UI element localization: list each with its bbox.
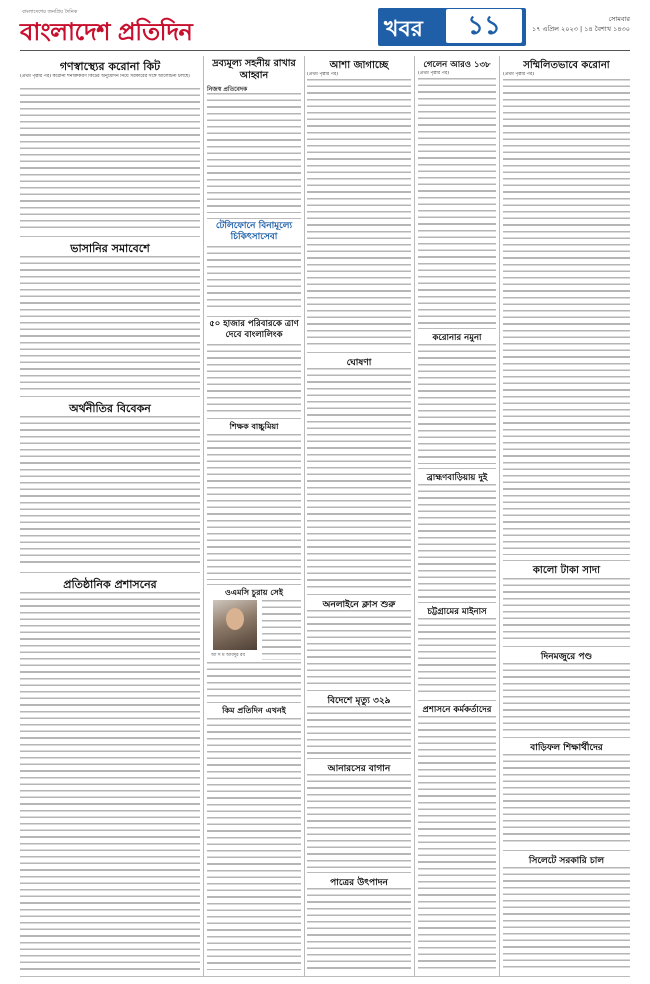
article-body xyxy=(503,663,630,733)
page-number: ১১ xyxy=(446,9,522,43)
article-body xyxy=(207,662,301,698)
section-rule xyxy=(207,702,301,703)
article-headline[interactable]: ৫০ হাজার পরিবারকে ত্রাণ দেবে বাংলালিংক xyxy=(209,319,299,340)
article-body xyxy=(307,368,411,590)
article-headline[interactable]: ভাসানির সমাবেশে xyxy=(70,242,150,255)
issue-date: ১৭ এপ্রিল ২০২৩ | ১৪ বৈশাখ ১৪৩০ xyxy=(531,25,630,33)
photo-caption: আ স ম আবদুর রব xyxy=(211,653,246,658)
article-headline[interactable]: করোনার নমুনা xyxy=(432,333,482,343)
section-rule xyxy=(207,316,301,317)
column-rule xyxy=(414,56,415,976)
section-rule xyxy=(20,236,200,237)
article-byline: নিজস্ব প্রতিবেদক xyxy=(207,86,248,93)
article-headline[interactable]: গণস্বাস্থ্যের করোনা কিট xyxy=(59,60,161,73)
article-body xyxy=(20,416,200,566)
section-rule xyxy=(418,700,496,701)
section-rule xyxy=(503,850,630,851)
section-rule xyxy=(20,396,200,397)
article-body xyxy=(207,718,301,970)
article-intro: (প্রথম পৃষ্ঠার পর) xyxy=(307,72,339,77)
masthead-rule xyxy=(20,50,630,51)
section-rule xyxy=(207,218,301,219)
article-intro: (প্রথম পৃষ্ঠার পর) করোনা শনাক্তকরণ কিটের অনুমোদন নিয়ে সরকারের সঙ্গে আলোচনা চলছে। xyxy=(20,74,191,79)
article-headline[interactable]: কালো টাকা সাদা xyxy=(532,565,601,576)
article-intro: (প্রথম পৃষ্ঠার পর) xyxy=(503,72,535,77)
article-headline[interactable]: সিলেটে সরকারি চাল xyxy=(528,856,605,866)
footer-rule xyxy=(20,976,630,977)
article-body xyxy=(307,774,411,868)
masthead xyxy=(0,0,650,52)
section-rule xyxy=(418,468,496,469)
person-photo xyxy=(213,600,257,650)
article-headline[interactable]: বিদেশে মৃত্যু ৩২৯ xyxy=(327,696,391,706)
article-body xyxy=(418,344,496,464)
article-headline[interactable]: কিম প্রতিদিন এখনই xyxy=(222,705,286,715)
article-body xyxy=(418,484,496,598)
article-headline[interactable]: প্রতিষ্ঠানিক প্রশাসনের xyxy=(63,578,157,591)
article-headline[interactable]: শিক্ষক বাচ্চুমিয়া xyxy=(229,421,279,431)
section-rule xyxy=(307,352,411,353)
section-rule xyxy=(418,328,496,329)
section-rule xyxy=(503,737,630,738)
section-rule xyxy=(207,418,301,419)
article-body xyxy=(418,618,496,696)
article-headline[interactable]: ঘোষণা xyxy=(346,358,372,368)
article-headline[interactable]: চট্টগ্রামের মাইনাস xyxy=(427,607,487,617)
article-body xyxy=(503,867,630,970)
article-body xyxy=(20,592,200,970)
column-rule xyxy=(304,56,305,976)
column-rule xyxy=(499,56,500,976)
article-body xyxy=(307,610,411,686)
article-body xyxy=(207,246,301,312)
article-body xyxy=(418,78,496,324)
section-rule xyxy=(307,594,411,595)
article-body xyxy=(20,88,200,232)
article-headline[interactable]: বাড়িফল শিক্ষার্থীদের xyxy=(530,743,603,753)
article-headline[interactable]: অর্থনীতির বিবেকন xyxy=(69,402,151,415)
section-rule xyxy=(20,572,200,573)
face-shape xyxy=(226,608,244,630)
article-body xyxy=(262,600,301,660)
article-headline[interactable]: গেলেন আরও ১৩৮ xyxy=(423,60,491,70)
article-headline[interactable]: ওএমসি চুরায় সেই xyxy=(224,587,283,597)
article-body xyxy=(207,434,301,580)
article-headline[interactable]: পাত্রের উৎপাদন xyxy=(330,878,388,888)
section-rule xyxy=(418,602,496,603)
article-headline[interactable]: দ্রব্যমূল্য সহনীয় রাখার আহ্বান xyxy=(212,58,296,81)
article-body xyxy=(503,754,630,846)
issue-day: সোমবার xyxy=(608,15,630,23)
section-rule xyxy=(207,584,301,585)
article-headline[interactable]: অনলাইনে ক্লাস শুরু xyxy=(322,600,396,610)
section-rule xyxy=(307,758,411,759)
article-intro: (প্রথম পৃষ্ঠার পর) xyxy=(418,71,450,76)
section-rule xyxy=(307,690,411,691)
article-headline[interactable]: দিনমজুরে পণ্ড xyxy=(540,652,593,662)
article-body xyxy=(207,344,301,414)
article-headline[interactable]: আশা জাগাচ্ছে xyxy=(329,60,389,71)
article-body xyxy=(503,578,630,642)
article-body xyxy=(307,706,411,754)
section-rule xyxy=(503,560,630,561)
article-headline[interactable]: প্রশাসনে কর্মকর্তাদের xyxy=(422,705,492,715)
article-body xyxy=(307,888,411,970)
article-body xyxy=(207,93,301,213)
article-body xyxy=(503,79,630,555)
article-headline[interactable]: আনারসের বাগান xyxy=(327,764,391,774)
logo-tagline: বাংলাদেশের জনপ্রিয় দৈনিক xyxy=(22,9,78,15)
column-rule xyxy=(203,56,204,976)
section-rule xyxy=(503,646,630,647)
section-name: খবর xyxy=(384,16,423,42)
article-body xyxy=(20,256,200,390)
article-headline[interactable]: ব্রাহ্মণবাড়িয়ায় দুই xyxy=(426,473,488,483)
article-body xyxy=(307,79,411,347)
section-rule xyxy=(307,872,411,873)
article-headline[interactable]: টেলিফোনে বিনামূল্যে চিকিৎসাসেবা xyxy=(215,221,293,242)
article-body xyxy=(418,716,496,970)
article-headline[interactable]: সম্মিলিতভাবে করোনা xyxy=(523,60,610,71)
newspaper-logo[interactable]: বাংলাদেশ প্রতিদিন xyxy=(20,17,193,46)
